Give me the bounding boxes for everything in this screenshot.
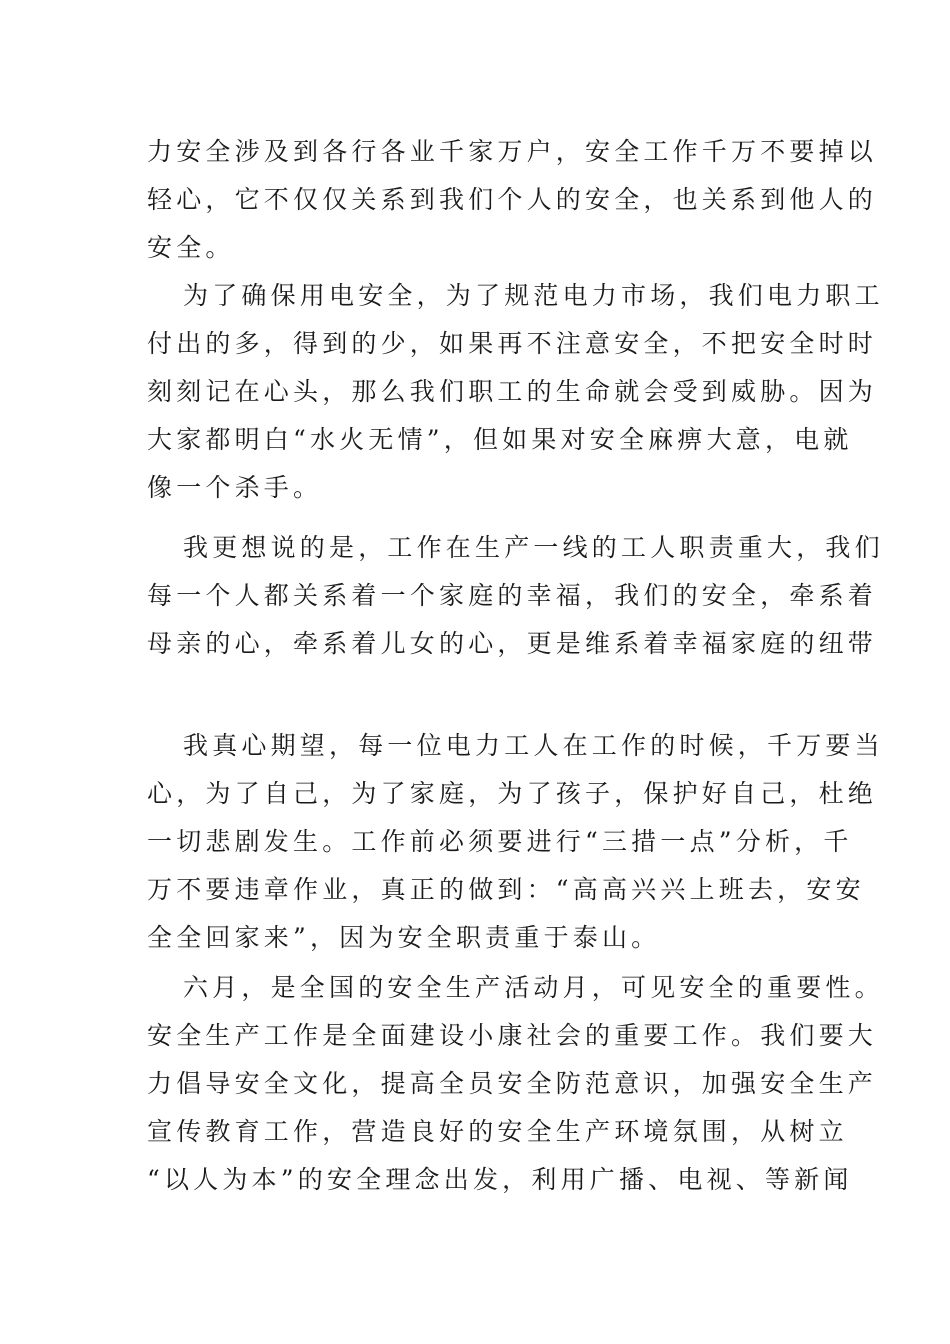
text-line: 母亲的心，牵系着儿女的心，更是维系着幸福家庭的纽带 [147,629,878,658]
text-line: 安全。 [147,233,235,262]
text-line: 刻刻记在心头，那么我们职工的生命就会受到威胁。因为 [147,377,878,406]
paragraph-first-line: 我真心期望，每一位电力工人在工作的时候，千万要当 [183,731,884,760]
text-line: 像一个杀手。 [147,473,323,502]
text-line: 安全生产工作是全面建设小康社会的重要工作。我们要大 [147,1021,878,1050]
text-line: 力倡导安全文化，提高全员安全防范意识，加强安全生产 [147,1069,878,1098]
text-line: 付出的多，得到的少，如果再不注意安全，不把安全时时 [147,329,878,358]
text-line: 力安全涉及到各行各业千家万户，安全工作千万不要掉以 [147,137,878,166]
paragraph-first-line: 为了确保用电安全，为了规范电力市场，我们电力职工 [183,281,884,310]
text-line: 心，为了自己，为了家庭，为了孩子，保护好自己，杜绝 [147,779,878,808]
paragraph-first-line: 六月，是全国的安全生产活动月，可见安全的重要性。 [183,973,884,1002]
text-line: 每一个人都关系着一个家庭的幸福，我们的安全，牵系着 [147,581,878,610]
text-line: 轻心，它不仅仅关系到我们个人的安全，也关系到他人的 [147,185,878,214]
text-line: 万不要违章作业，真正的做到：“高高兴兴上班去，安安 [147,875,865,904]
text-line: “以人为本”的安全理念出发，利用广播、电视、等新闻 [147,1165,853,1194]
text-line: 宣传教育工作，营造良好的安全生产环境氛围，从树立 [147,1117,848,1146]
text-line: 一切悲剧发生。工作前必须要进行“三措一点”分析，千 [147,827,853,856]
paragraph-first-line: 我更想说的是，工作在生产一线的工人职责重大，我们 [183,533,884,562]
text-line: 全全回家来”，因为安全职责重于泰山。 [147,923,661,952]
text-line: 大家都明白“水火无情”，但如果对安全麻痹大意，电就 [147,425,853,454]
